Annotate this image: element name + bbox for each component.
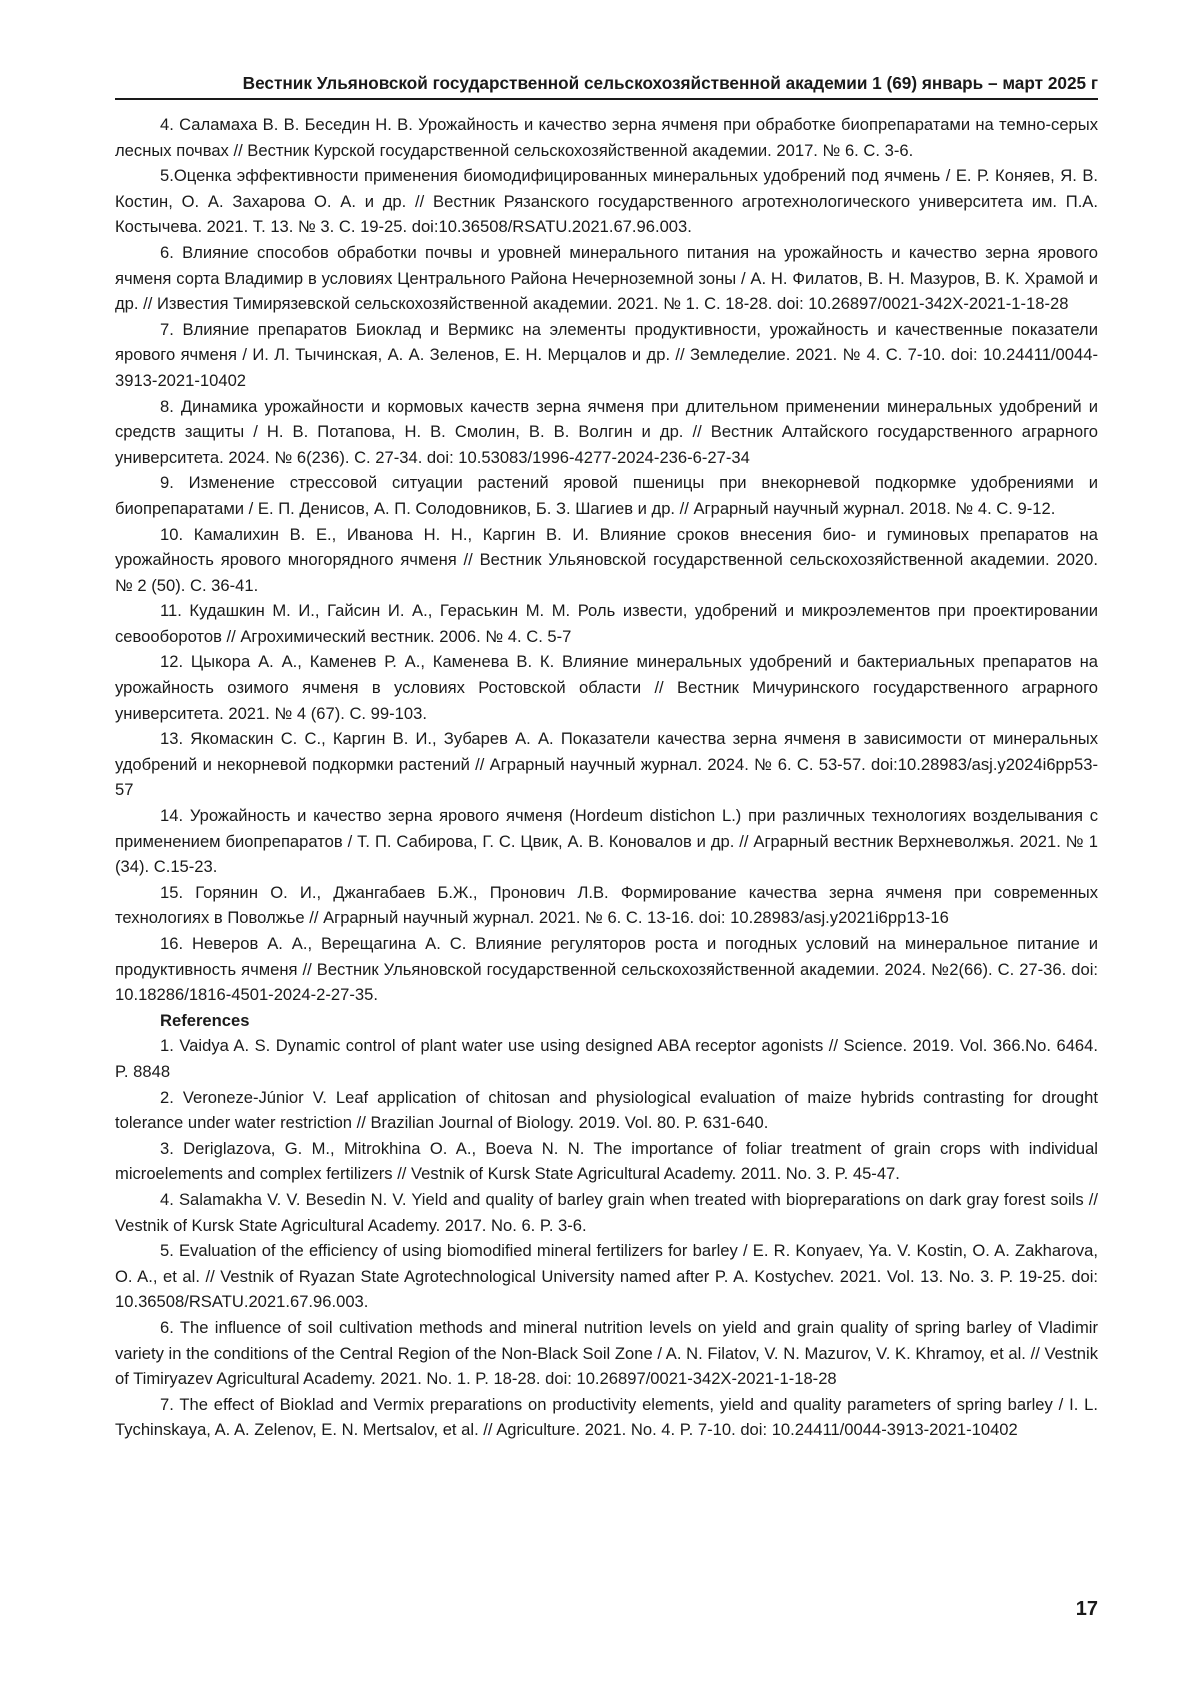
reference-en-6: 6. The influence of soil cultivation methods and mineral nutrition levels on yield and grain quality of spring barley of Vladimir variety in the conditions of the Central Region of the Non-Black Soil Zone / A. N. Filatov, V. N. Mazurov, V. K. Khramoy, et al. // Vestnik of Timiryazev Agricultural Academy. 2021. No. 1. P. 18-28. doi: 10.26897/0021-342X-2021-1-18-28 [115,1315,1098,1392]
reference-en-3: 3. Deriglazova, G. M., Mitrokhina O. A., Boeva N. N. The importance of foliar treatment of grain crops with individual microelements and complex fertilizers // Vestnik of Kursk State Agricultural Academy. 2011. No. 3. P. 45-47. [115,1136,1098,1187]
reference-en-4: 4. Salamakha V. V. Besedin N. V. Yield and quality of barley grain when treated with biopreparations on dark gray forest soils // Vestnik of Kursk State Agricultural Academy. 2017. No. 6. P. 3-6. [115,1187,1098,1238]
page-number: 17 [1076,1597,1098,1621]
reference-ru-16: 16. Неверов А. А., Верещагина А. С. Влияние регуляторов роста и погодных условий на минеральное питание и продуктивность ячменя // Вестник Ульяновской государственной сельскохозяйственной академии. 2024. №2(66). С. 27-36. doi: 10.18286/1816-4501-2024-2-27-35. [115,931,1098,1008]
reference-ru-11: 11. Кудашкин М. И., Гайсин И. А., Гераськин М. М. Роль извести, удобрений и микроэлементов при проекти­ровании севооборотов // Агрохимический вестник. 2006. № 4. С. 5-7 [115,598,1098,649]
reference-en-7: 7. The effect of Bioklad and Vermix preparations on productivity elements, yield and quality parameters of spring barley / I. L. Tychinskaya, A. A. Zelenov, E. N. Mertsalov, et al. // Agriculture. 2021. No. 4. P. 7-10. doi: 10.24411/0044-3913-2021-10402 [115,1392,1098,1443]
reference-ru-12: 12. Цыкора А. А., Каменев Р. А., Каменева В. К. Влияние минеральных удобрений и бактериальных препара­тов на урожайность озимого ячменя в условиях Ростовской области // Вестник Мичуринского государственного аграрного университета. 2021. № 4 (67). С. 99-103. [115,649,1098,726]
reference-en-1: 1. Vaidya A. S. Dynamic control of plant water use using designed ABA receptor agonists // Science. 2019. Vol. 366.No. 6464. P. 8848 [115,1033,1098,1084]
reference-ru-5: 5.Оценка эффективности применения биомодифицированных минеральных удобрений под ячмень / Е. Р. Коняев, Я. В. Костин, О. А. Захарова О. А. и др. // Вестник Рязанского государственного агротехнологического университета им. П.А. Костычева. 2021. Т. 13. № 3. С. 19-25. doi:10.36508/RSATU.2021.67.96.003. [115,163,1098,240]
reference-ru-15: 15. Горянин О. И., Джангабаев Б.Ж., Пронович Л.В. Формирование качества зерна ячменя при современных технологиях в Поволжье // Аграрный научный журнал. 2021. № 6. С. 13-16. doi: 10.28983/asj.y2021i6pp13-16 [115,880,1098,931]
reference-ru-14: 14. Урожайность и качество зерна ярового ячменя (Hordeum distichon L.) при различных технологиях возде­лывания с применением биопрепаратов / Т. П. Сабирова, Г. С. Цвик, А. В. Коновалов и др. // Аграрный вестник Верхневолжья. 2021. № 1 (34). С.15-23. [115,803,1098,880]
journal-title: Вестник Ульяновской государственной сельскохозяйственной академии 1 (69) январь – март 2025 г [243,73,1098,93]
reference-ru-13: 13. Якомаскин С. С., Каргин В. И., Зубарев А. А. Показатели качества зерна ячменя в зависимости от мине­ральных удобрений и некорневой подкормки растений // Аграрный научный журнал. 2024. № 6. С. 53-57. doi:10.28983/asj.y2024i6pp53-57 [115,726,1098,803]
reference-ru-10: 10. Камалихин В. Е., Иванова Н. Н., Каргин В. И. Влияние сроков внесения био- и гуминовых препаратов на урожайность ярового многорядного ячменя // Вестник Ульяновской государственной сельскохозяйственной ака­демии. 2020. № 2 (50). С. 36-41. [115,522,1098,599]
reference-ru-8: 8. Динамика урожайности и кормовых качеств зерна ячменя при длительном применении минеральных удобрений и средств защиты / Н. В. Потапова, Н. В. Смолин, В. В. Волгин и др. // Вестник Алтайского государствен­ного аграрного университета. 2024. № 6(236). С. 27-34. doi: 10.53083/1996-4277-2024-236-6-27-34 [115,394,1098,471]
references-heading: References [115,1008,1098,1034]
reference-ru-7: 7. Влияние препаратов Биоклад и Вермикс на элементы продуктивности, урожайность и качественные по­казатели ярового ячменя / И. Л. Тычинская, А. А. Зеленов, Е. Н. Мерцалов и др. // Земледелие. 2021. № 4. С. 7-10. doi: 10.24411/0044-3913-2021-10402 [115,317,1098,394]
reference-list [115,112,1098,1443]
running-header [115,70,1098,100]
reference-ru-9: 9. Изменение стрессовой ситуации растений яровой пшеницы при внекорневой подкормке удобрениями и биопрепаратами / Е. П. Денисов, А. П. Солодовников, Б. З. Шагиев и др. // Аграрный научный журнал. 2018. № 4. С. 9-12. [115,470,1098,521]
reference-ru-4: 4. Саламаха В. В. Беседин Н. В. Урожайность и качество зерна ячменя при обработке биопрепаратами на темно-серых лесных почвах // Вестник Курской государственной сельскохозяйственной академии. 2017. № 6. С. 3-6. [115,112,1098,163]
reference-en-5: 5. Evaluation of the efficiency of using biomodified mineral fertilizers for barley / E. R. Konyaev, Ya. V. Kostin, O. A. Zakharova, O. A., et al. // Vestnik of Ryazan State Agrotechnological University named after P. A. Kostychev. 2021. Vol. 13. No. 3. P. 19-25. doi: 10.36508/RSATU.2021.67.96.003. [115,1238,1098,1315]
reference-ru-6: 6. Влияние способов обработки почвы и уровней минерального питания на урожайность и качество зерна ярового ячменя сорта Владимир в условиях Центрального Района Нечерноземной зоны / А. Н. Филатов, В. Н. Мазуров, В. К. Храмой и др. // Известия Тимирязевской сельскохозяйственной академии. 2021. № 1. С. 18-28. doi: 10.26897/0021-342X-2021-1-18-28 [115,240,1098,317]
reference-en-2: 2. Veroneze-Júnior V. Leaf application of chitosan and physiological evaluation of maize hybrids contrasting for drought tolerance under water restriction // Brazilian Journal of Biology. 2019. Vol. 80. P. 631-640. [115,1085,1098,1136]
